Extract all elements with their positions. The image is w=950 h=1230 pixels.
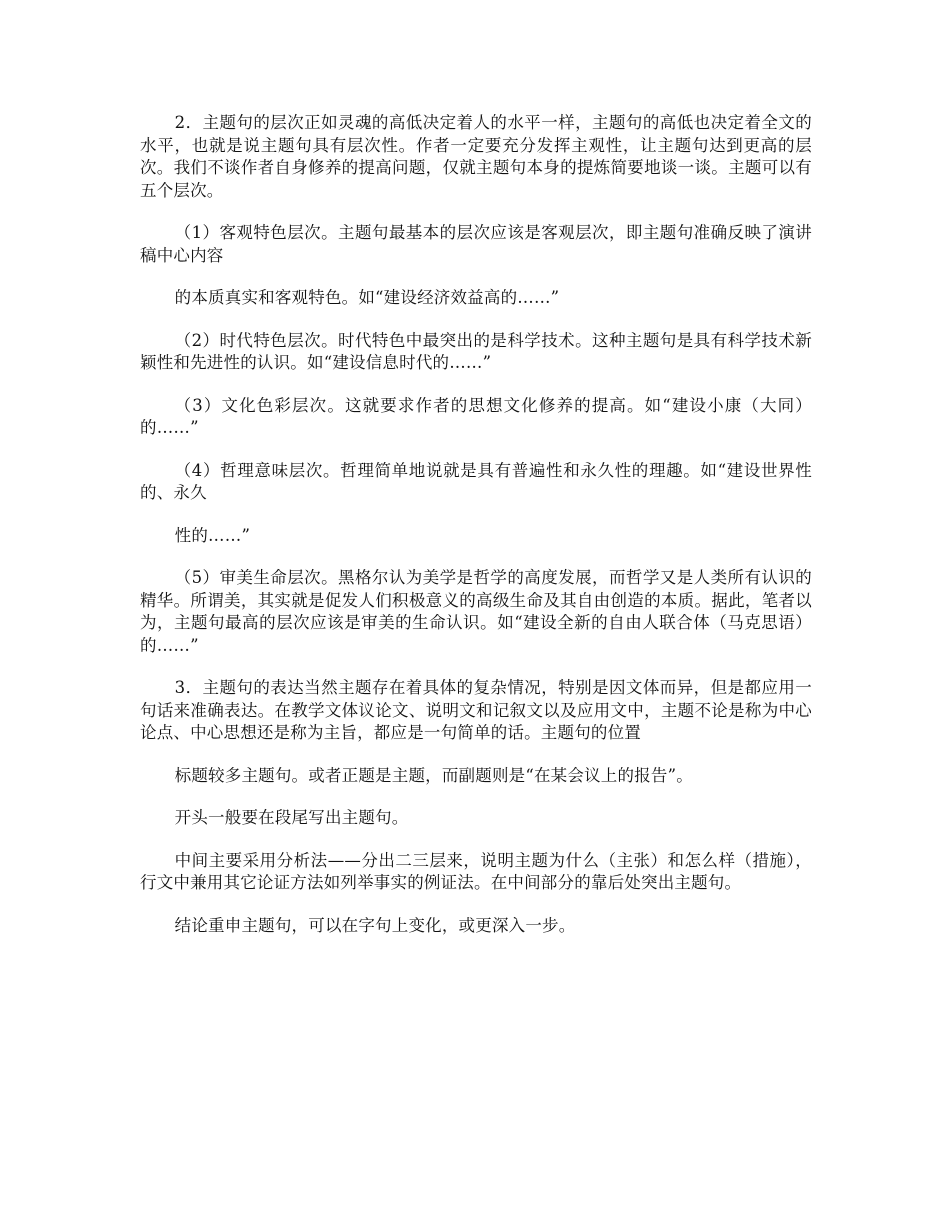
paragraph-level-philosophy-cont: 性的……” bbox=[174, 525, 251, 545]
paragraph-topic-expression: 3．主题句的表达当然主题存在着具体的复杂情况，特别是因文体而异，但是都应用一句话来准确表达。在教学文体议论文、说明文和记叙文以及应用文中，主题不论是称为中心论点、中心思想还是称为主旨，都应是一句简单的话。主题句的位置 bbox=[140, 678, 812, 742]
paragraph-level-philosophy: （4）哲理意味层次。哲理简单地说就是具有普遍性和永久性的理趣。如“建设世界性的、永久 bbox=[140, 460, 812, 502]
document-body bbox=[140, 112, 812, 957]
paragraph-level-culture: （3）文化色彩层次。这就要求作者的思想文化修养的提高。如“建设小康（大同）的……” bbox=[140, 395, 812, 437]
paragraph-level-aesthetic: （5）审美生命层次。黑格尔认为美学是哲学的高度发展，而哲学又是人类所有认识的精华。所谓美，其实就是促发人们积极意义的高级生命及其自由创造的本质。据此，笔者以为，主题句最高的层次应该是审美的生命认识。如“建设全新的自由人联合体（马克思语）的……” bbox=[140, 568, 812, 655]
paragraph-level-objective: （1）客观特色层次。主题句最基本的层次应该是客观层次，即主题句准确反映了演讲稿中心内容 bbox=[140, 223, 812, 265]
paragraph-level-objective-cont: 的本质真实和客观特色。如“建设经济效益高的……” bbox=[174, 288, 560, 307]
paragraph-middle-position: 中间主要采用分析法——分出二三层来，说明主题为什么（主张）和怎么样（措施），行文中兼用其它论证方法如列举事实的例证法。在中间部分的靠后处突出主题句。 bbox=[140, 850, 812, 892]
paragraph-title-position: 标题较多主题句。或者正题是主题，而副题则是“在某会议上的报告”。 bbox=[174, 765, 693, 785]
paragraph-level-era: （2）时代特色层次。时代特色中最突出的是科学技术。这种主题句是具有科学技术新颖性和先进性的认识。如“建设信息时代的……” bbox=[140, 330, 812, 372]
paragraph-topic-levels: 2．主题句的层次正如灵魂的高低决定着人的水平一样，主题句的高低也决定着全文的水平，也就是说主题句具有层次性。作者一定要充分发挥主观性，让主题句达到更高的层次。我们不谈作者自身修养的提高问题，仅就主题句本身的提炼简要地谈一谈。主题可以有五个层次。 bbox=[140, 113, 812, 200]
paragraph-conclusion-position: 结论重申主题句，可以在字句上变化，或更深入一步。 bbox=[174, 915, 576, 935]
paragraph-opening-position: 开头一般要在段尾写出主题句。 bbox=[174, 808, 409, 827]
